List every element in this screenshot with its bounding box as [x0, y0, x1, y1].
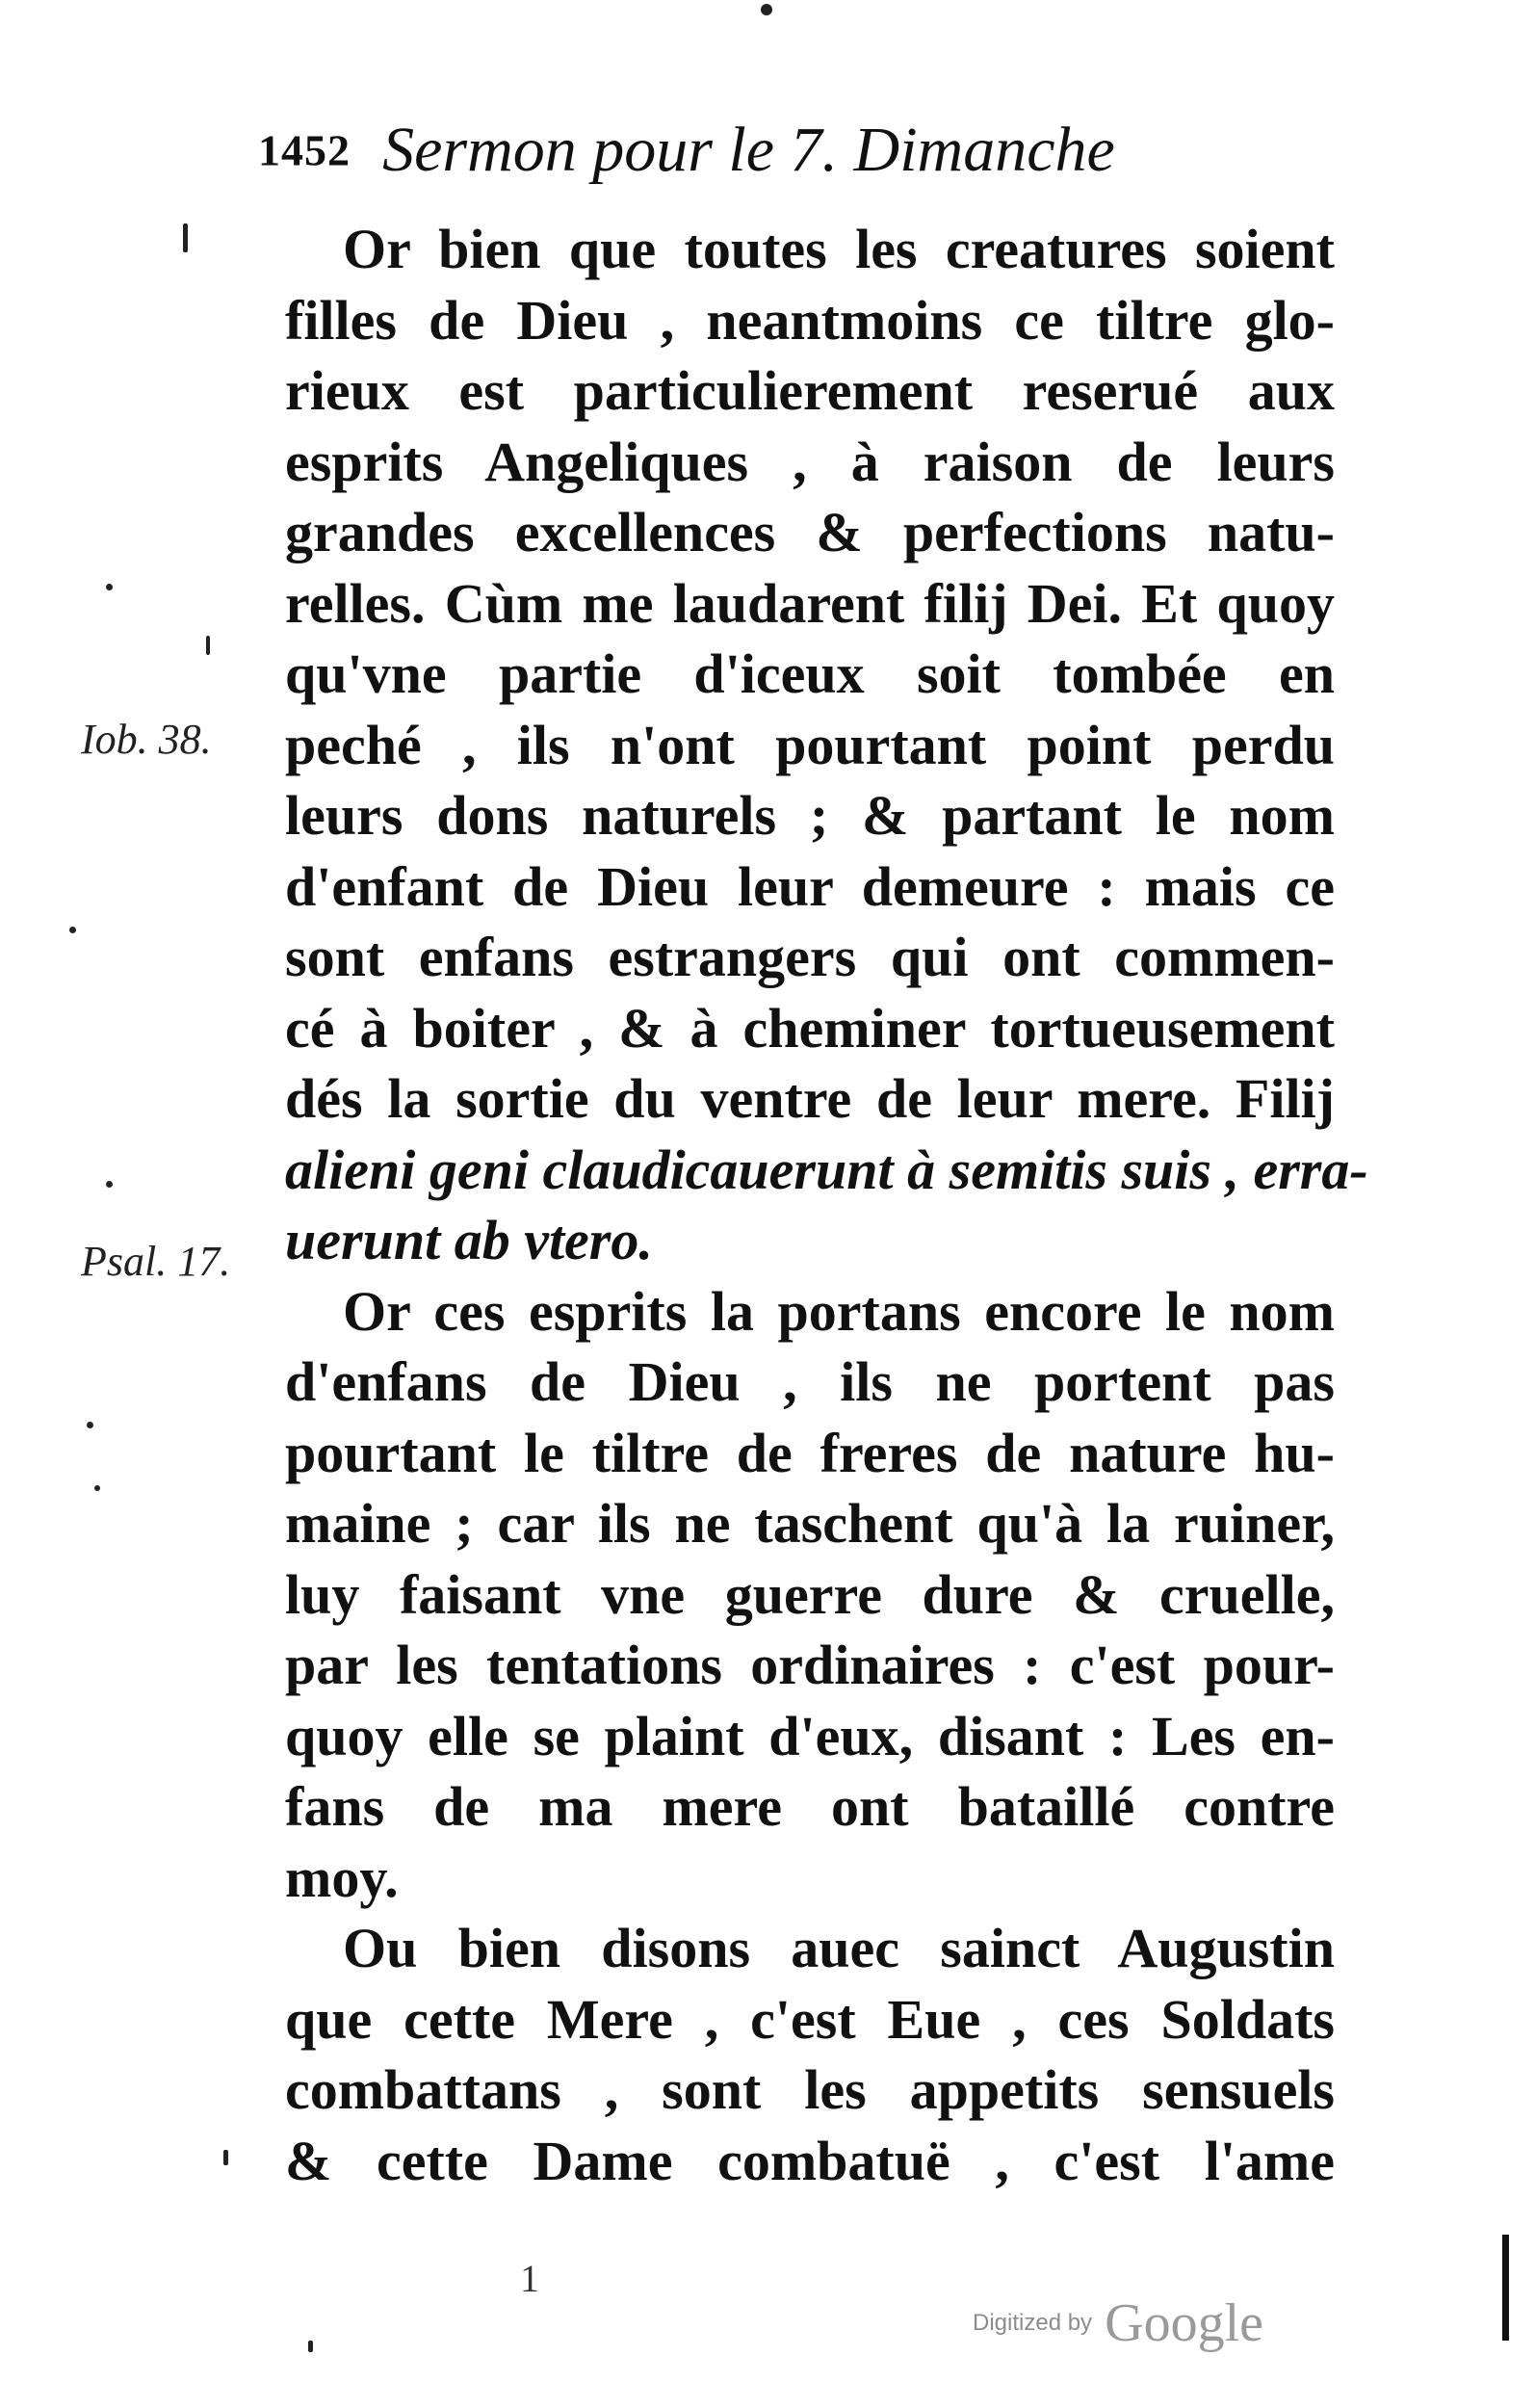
scan-edge-bar — [1502, 2235, 1509, 2341]
text-line: fans de ma mere ont bataillé contre — [285, 1775, 1335, 1838]
watermark-prefix: Digitized by — [973, 2310, 1093, 2336]
scan-speck — [94, 1485, 100, 1491]
text-line: esprits Angeliques , à raison de leurs — [285, 430, 1335, 493]
text-line: Ou bien disons auec sainct Augustin — [343, 1917, 1335, 1979]
text-line-latin: alieni geni claudicauerunt à semitis suis , erra- — [285, 1138, 1368, 1201]
text-line: d'enfant de Dieu leur demeure : mais ce — [285, 854, 1335, 918]
text-line: Or bien que toutes les creatures soient — [343, 218, 1335, 280]
text-line: combattans , sont les appetits sensuels — [285, 2058, 1335, 2121]
text-line: dés la sortie du ventre de leur mere. Filij — [285, 1067, 1335, 1130]
text-line: pourtant le tiltre de freres de nature hu- — [285, 1421, 1335, 1484]
running-title: Sermon pour le 7. Dimanche — [382, 115, 1115, 185]
text-line: d'enfans de Dieu , ils ne portent pas — [285, 1350, 1335, 1413]
scan-speck — [206, 636, 210, 655]
scan-speck — [87, 1422, 93, 1428]
scan-speck — [761, 4, 772, 15]
paragraph-3 — [285, 1913, 1335, 2196]
text-line: qu'vne partie d'iceux soit tombée en — [285, 642, 1335, 705]
running-head — [258, 114, 1337, 200]
scan-speck — [106, 584, 113, 590]
page-number: 1452 — [258, 125, 351, 175]
text-line: relles. Cùm me laudarent filij Dei. Et quoy — [285, 571, 1335, 635]
text-line-latin: uerunt ab vtero. — [285, 1209, 653, 1271]
margin-note-job: Iob. 38. — [81, 716, 212, 763]
text-line: cé à boiter , & à cheminer tortueusement — [285, 996, 1335, 1060]
text-line: rieux est particulierement reserué aux — [285, 359, 1335, 422]
digitized-watermark — [973, 2292, 1263, 2354]
watermark-brand: Google — [1105, 2293, 1264, 2353]
scan-speck — [69, 927, 76, 933]
scan-speck — [223, 2150, 228, 2165]
text-line: leurs dons naturels ; & partant le nom — [285, 784, 1335, 847]
text-line: Or ces esprits la portans encore le nom — [343, 1279, 1335, 1343]
text-line: quoy elle se plaint d'eux, disant : Les en- — [285, 1704, 1335, 1767]
scan-speck — [183, 223, 188, 252]
text-line: sont enfans estrangers qui ont commen- — [285, 926, 1335, 988]
text-line: & cette Dame combatuë , c'est l'ame — [285, 2129, 1335, 2192]
text-line: par les tentations ordinaires : c'est pour- — [285, 1634, 1335, 1696]
text-line: que cette Mere , c'est Eue , ces Soldats — [285, 1987, 1335, 2051]
scan-speck — [308, 2341, 313, 2352]
text-line: peché , ils n'ont pourtant point perdu — [285, 713, 1335, 776]
text-line: luy faisant vne guerre dure & cruelle, — [285, 1562, 1335, 1626]
text-line: maine ; car ils ne taschent qu'à la ruiner, — [285, 1492, 1335, 1555]
margin-note-psalm: Psal. 17. — [81, 1238, 231, 1285]
signature-mark: 1 — [520, 2257, 549, 2300]
paragraph-2 — [285, 1276, 1335, 1914]
scan-speck — [106, 1181, 113, 1188]
body-text — [285, 214, 1368, 2196]
text-line: moy. — [285, 1845, 399, 1909]
text-line: filles de Dieu , neantmoins ce tiltre glo- — [285, 288, 1335, 352]
paragraph-1 — [285, 214, 1368, 1276]
text-line: grandes excellences & perfections natu- — [285, 501, 1335, 563]
